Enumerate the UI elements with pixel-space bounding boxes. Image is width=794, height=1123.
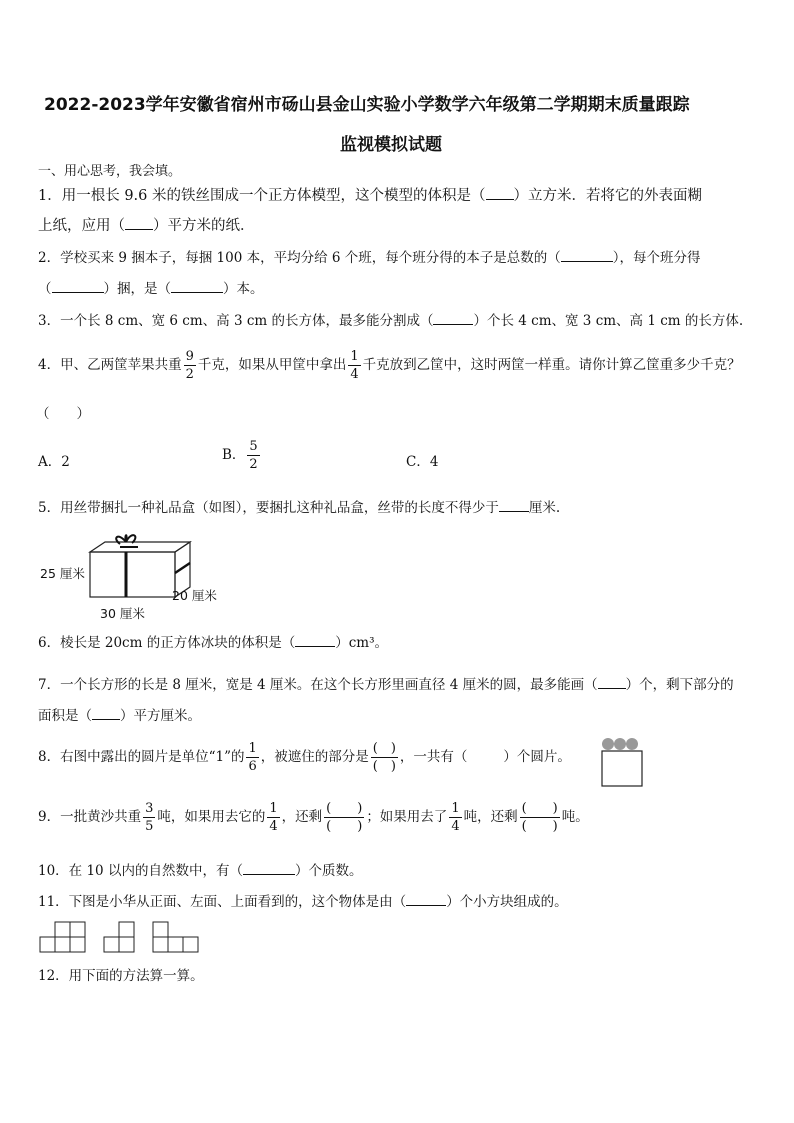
question-1-line1: 1．用一根长 9.6 米的铁丝围成一个正方体模型，这个模型的体积是（ ）立方米．若将它的外表面糊 [38,188,703,204]
section-heading: 一、用心思考，我会填。 [38,164,182,179]
coins-figure [598,736,646,788]
answer-blank[interactable] [92,707,120,720]
answer-blank[interactable] [598,676,626,689]
fraction: $\frac{9}{2}$ [185,349,194,382]
question-3: 3．一个长 8 cm、宽 6 cm、高 3 cm 的长方体，最多能分割成（ ）个长 4 cm、宽 3 cm、高 1 cm 的长方体. [38,313,744,329]
question-5: 5．用丝带捆扎一种礼品盒（如图），要捆扎这种礼品盒，丝带的长度不得少于 厘米. [38,500,561,516]
question-4: 4．甲、乙两筐苹果共重 $\frac{9}{2}$ 千克，如果从甲筐中拿出 $\frac{1}{4}$ 千克放到乙筐中，这时两筐一样重。请你计算乙筐重多少千克？ [38,349,741,382]
question-2-line1: 2．学校买来 9 捆本子，每捆 100 本，平均分给 6 个班，每个班分得的本子是总数的（ ），每个班分得 [38,250,701,266]
question-8: 8．右图中露出的圆片是单位“1”的 $\frac{1}{6}$ ，被遮住的部分是 $\frac{( )}{( )}$ ，一共有（ ）个圆片。 [38,741,571,774]
question-6: 6．棱长是 20cm 的正方体冰块的体积是（ ）cm³。 [38,635,388,651]
fraction: $\frac{1}{4}$ [451,801,460,834]
length-label: 30 厘米 [100,606,145,621]
answer-blank[interactable] [499,499,529,512]
question-7-line2: 面积是（ ）平方厘米。 [38,708,201,724]
three-views-figure [38,920,208,954]
answer-paren[interactable]: （ ） [36,406,90,422]
option-c[interactable]: C．4 [406,454,439,470]
page-title-line2: 监视模拟试题 [340,135,442,155]
block-views-icon [38,920,208,954]
answer-blank[interactable] [295,634,335,647]
answer-blank[interactable] [486,187,514,200]
answer-blank[interactable] [125,217,153,230]
question-7-line1: 7．一个长方形的长是 8 厘米，宽是 4 厘米。在这个长方形里画直径 4 厘米的圆，最多能画（ ）个，剩下部分的 [38,677,734,693]
covered-coins-icon [598,736,646,788]
question-11: 11．下图是小华从正面、左面、上面看到的，这个物体是由（ ）个小方块组成的。 [38,894,568,910]
page-title: 2022-2023学年安徽省宿州市砀山县金山实验小学数学六年级第二学期期末质量跟踪 [44,95,690,115]
fraction: $\frac{5}{2}$ [249,439,258,472]
answer-blank[interactable] [52,280,104,293]
answer-fraction[interactable]: $\frac{( )}{( )}$ [326,801,363,834]
answer-blank[interactable] [406,893,446,906]
option-a[interactable]: A．2 [38,454,70,470]
answer-blank[interactable] [433,312,473,325]
height-label: 25 厘米 [40,566,85,581]
question-10: 10．在 10 以内的自然数中，有（ ）个质数。 [38,863,363,879]
fraction: $\frac{1}{6}$ [248,741,257,774]
fraction: $\frac{1}{4}$ [350,349,359,382]
option-b[interactable]: B． $\frac{5}{2}$ [222,439,258,472]
question-12: 12．用下面的方法算一算。 [38,968,204,984]
answer-fraction[interactable]: $\frac{( )}{( )}$ [521,801,558,834]
question-9: 9．一批黄沙共重 $\frac{3}{5}$ 吨，如果用去它的 $\frac{1}{4}$ ，还剩 $\frac{( )}{( )}$ ；如果用去了 $\frac{1}{4}$ 吨，还剩 $\frac{( )}{( )}$ 吨。 [38,801,589,834]
answer-blank[interactable] [243,862,295,875]
answer-blank[interactable] [561,249,613,262]
question-1-line2: 上纸，应用（ ）平方米的纸． [38,218,255,234]
fraction: $\frac{3}{5}$ [145,801,154,834]
fraction: $\frac{1}{4}$ [269,801,278,834]
question-2-line2: （ ）捆，是（ ）本。 [38,281,264,297]
width-label: 20 厘米 [172,588,217,603]
answer-blank[interactable] [171,280,223,293]
gift-box-figure [40,530,240,622]
answer-fraction[interactable]: $\frac{( )}{( )}$ [372,741,396,774]
